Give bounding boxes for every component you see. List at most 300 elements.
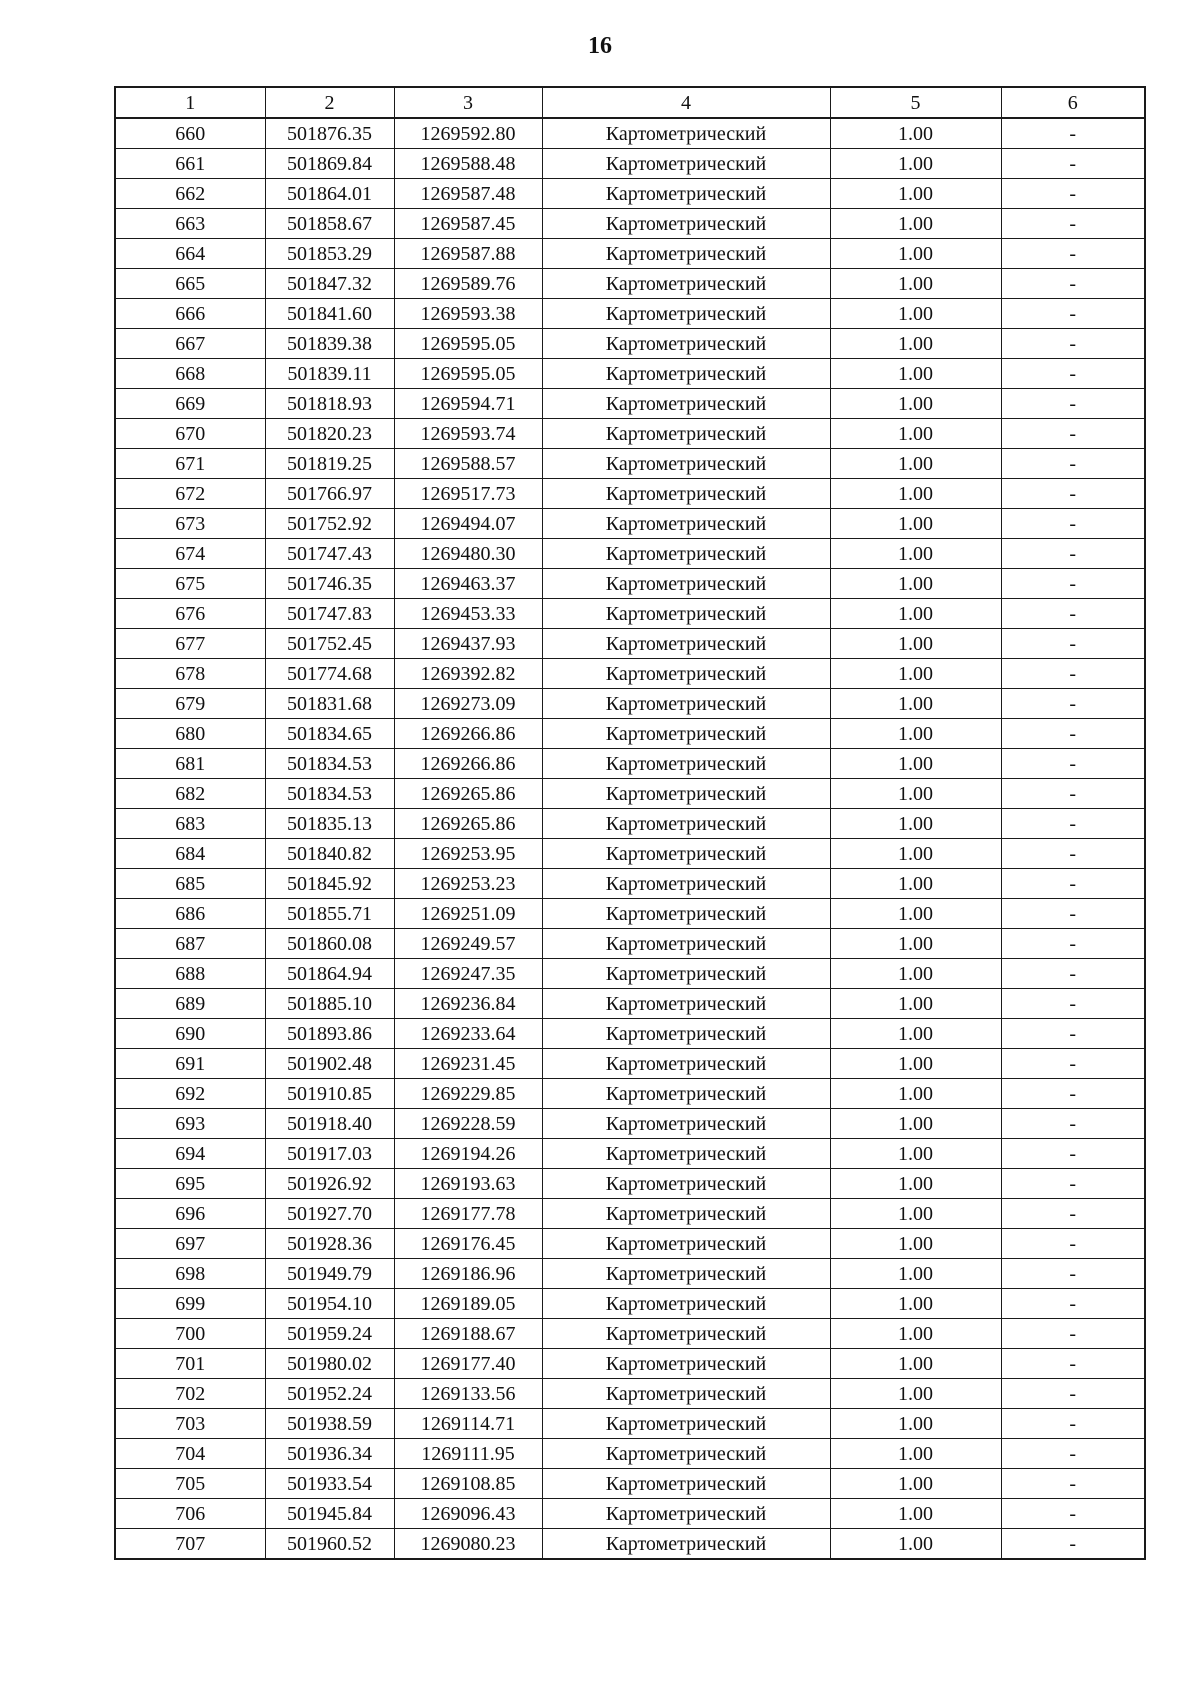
description-cell: - [1001,689,1145,719]
accuracy-cell: 1.00 [830,869,1001,899]
coordinates-table [114,86,1146,1560]
y-coordinate-cell: 1269266.86 [394,719,542,749]
table-row [115,419,1145,449]
y-coordinate-cell: 1269593.38 [394,299,542,329]
description-cell: - [1001,1139,1145,1169]
x-coordinate-cell: 501954.10 [265,1289,394,1319]
y-coordinate-cell: 1269595.05 [394,359,542,389]
method-cell: Картометрический [542,779,830,809]
y-coordinate-cell: 1269593.74 [394,419,542,449]
description-cell: - [1001,149,1145,179]
x-coordinate-cell: 501936.34 [265,1439,394,1469]
y-coordinate-cell: 1269595.05 [394,329,542,359]
table-row [115,809,1145,839]
description-cell: - [1001,419,1145,449]
method-cell: Картометрический [542,149,830,179]
y-coordinate-cell: 1269133.56 [394,1379,542,1409]
x-coordinate-cell: 501774.68 [265,659,394,689]
description-cell: - [1001,629,1145,659]
accuracy-cell: 1.00 [830,629,1001,659]
description-cell: - [1001,1169,1145,1199]
method-cell: Картометрический [542,1079,830,1109]
point-number-cell: 665 [115,269,265,299]
x-coordinate-cell: 501853.29 [265,239,394,269]
x-coordinate-cell: 501818.93 [265,389,394,419]
x-coordinate-cell: 501855.71 [265,899,394,929]
description-cell: - [1001,239,1145,269]
table-row [115,359,1145,389]
x-coordinate-cell: 501885.10 [265,989,394,1019]
table-row [115,779,1145,809]
method-cell: Картометрический [542,899,830,929]
description-cell: - [1001,749,1145,779]
accuracy-cell: 1.00 [830,1169,1001,1199]
method-cell: Картометрический [542,1349,830,1379]
table-row [115,899,1145,929]
point-number-cell: 671 [115,449,265,479]
point-number-cell: 660 [115,118,265,149]
accuracy-cell: 1.00 [830,779,1001,809]
y-coordinate-cell: 1269266.86 [394,749,542,779]
description-cell: - [1001,389,1145,419]
table-row [115,449,1145,479]
table-row [115,1349,1145,1379]
accuracy-cell: 1.00 [830,1379,1001,1409]
method-cell: Картометрический [542,1439,830,1469]
description-cell: - [1001,1079,1145,1109]
column-header: 6 [1001,87,1145,118]
y-coordinate-cell: 1269437.93 [394,629,542,659]
x-coordinate-cell: 501860.08 [265,929,394,959]
accuracy-cell: 1.00 [830,569,1001,599]
column-header: 1 [115,87,265,118]
description-cell: - [1001,1259,1145,1289]
y-coordinate-cell: 1269594.71 [394,389,542,419]
method-cell: Картометрический [542,359,830,389]
x-coordinate-cell: 501839.38 [265,329,394,359]
method-cell: Картометрический [542,1469,830,1499]
table-row [115,1319,1145,1349]
description-cell: - [1001,959,1145,989]
method-cell: Картометрический [542,1019,830,1049]
accuracy-cell: 1.00 [830,1019,1001,1049]
y-coordinate-cell: 1269080.23 [394,1529,542,1560]
point-number-cell: 664 [115,239,265,269]
y-coordinate-cell: 1269194.26 [394,1139,542,1169]
point-number-cell: 689 [115,989,265,1019]
accuracy-cell: 1.00 [830,389,1001,419]
table-row [115,1199,1145,1229]
table-row [115,1229,1145,1259]
y-coordinate-cell: 1269253.23 [394,869,542,899]
y-coordinate-cell: 1269587.45 [394,209,542,239]
x-coordinate-cell: 501869.84 [265,149,394,179]
table-row [115,629,1145,659]
point-number-cell: 690 [115,1019,265,1049]
description-cell: - [1001,1199,1145,1229]
description-cell: - [1001,1109,1145,1139]
point-number-cell: 673 [115,509,265,539]
point-number-cell: 688 [115,959,265,989]
table-row [115,869,1145,899]
y-coordinate-cell: 1269592.80 [394,118,542,149]
table-row [115,179,1145,209]
point-number-cell: 669 [115,389,265,419]
point-number-cell: 667 [115,329,265,359]
table-row [115,1529,1145,1560]
accuracy-cell: 1.00 [830,419,1001,449]
table-row [115,689,1145,719]
method-cell: Картометрический [542,1409,830,1439]
description-cell: - [1001,869,1145,899]
table-row [115,1289,1145,1319]
y-coordinate-cell: 1269177.40 [394,1349,542,1379]
y-coordinate-cell: 1269392.82 [394,659,542,689]
accuracy-cell: 1.00 [830,118,1001,149]
point-number-cell: 685 [115,869,265,899]
method-cell: Картометрический [542,389,830,419]
description-cell: - [1001,569,1145,599]
x-coordinate-cell: 501747.83 [265,599,394,629]
x-coordinate-cell: 501834.53 [265,749,394,779]
accuracy-cell: 1.00 [830,509,1001,539]
y-coordinate-cell: 1269253.95 [394,839,542,869]
point-number-cell: 679 [115,689,265,719]
point-number-cell: 680 [115,719,265,749]
point-number-cell: 661 [115,149,265,179]
y-coordinate-cell: 1269588.57 [394,449,542,479]
y-coordinate-cell: 1269247.35 [394,959,542,989]
y-coordinate-cell: 1269228.59 [394,1109,542,1139]
table-row [115,149,1145,179]
point-number-cell: 699 [115,1289,265,1319]
x-coordinate-cell: 501933.54 [265,1469,394,1499]
accuracy-cell: 1.00 [830,929,1001,959]
y-coordinate-cell: 1269587.48 [394,179,542,209]
accuracy-cell: 1.00 [830,539,1001,569]
y-coordinate-cell: 1269251.09 [394,899,542,929]
accuracy-cell: 1.00 [830,839,1001,869]
description-cell: - [1001,1349,1145,1379]
description-cell: - [1001,209,1145,239]
accuracy-cell: 1.00 [830,809,1001,839]
x-coordinate-cell: 501959.24 [265,1319,394,1349]
accuracy-cell: 1.00 [830,179,1001,209]
accuracy-cell: 1.00 [830,1289,1001,1319]
y-coordinate-cell: 1269587.88 [394,239,542,269]
point-number-cell: 706 [115,1499,265,1529]
x-coordinate-cell: 501893.86 [265,1019,394,1049]
y-coordinate-cell: 1269273.09 [394,689,542,719]
description-cell: - [1001,269,1145,299]
method-cell: Картометрический [542,118,830,149]
accuracy-cell: 1.00 [830,1409,1001,1439]
x-coordinate-cell: 501834.53 [265,779,394,809]
y-coordinate-cell: 1269108.85 [394,1469,542,1499]
table-row [115,1469,1145,1499]
x-coordinate-cell: 501746.35 [265,569,394,599]
y-coordinate-cell: 1269111.95 [394,1439,542,1469]
description-cell: - [1001,1469,1145,1499]
accuracy-cell: 1.00 [830,1529,1001,1560]
description-cell: - [1001,118,1145,149]
table-row [115,989,1145,1019]
point-number-cell: 693 [115,1109,265,1139]
point-number-cell: 662 [115,179,265,209]
y-coordinate-cell: 1269229.85 [394,1079,542,1109]
y-coordinate-cell: 1269233.64 [394,1019,542,1049]
point-number-cell: 691 [115,1049,265,1079]
description-cell: - [1001,839,1145,869]
x-coordinate-cell: 501752.45 [265,629,394,659]
table-row [115,599,1145,629]
table-row [115,389,1145,419]
accuracy-cell: 1.00 [830,989,1001,1019]
description-cell: - [1001,299,1145,329]
x-coordinate-cell: 501834.65 [265,719,394,749]
x-coordinate-cell: 501831.68 [265,689,394,719]
method-cell: Картометрический [542,959,830,989]
x-coordinate-cell: 501926.92 [265,1169,394,1199]
point-number-cell: 682 [115,779,265,809]
x-coordinate-cell: 501949.79 [265,1259,394,1289]
description-cell: - [1001,329,1145,359]
accuracy-cell: 1.00 [830,1319,1001,1349]
accuracy-cell: 1.00 [830,329,1001,359]
column-header: 2 [265,87,394,118]
description-cell: - [1001,1319,1145,1349]
accuracy-cell: 1.00 [830,1229,1001,1259]
accuracy-cell: 1.00 [830,449,1001,479]
y-coordinate-cell: 1269588.48 [394,149,542,179]
accuracy-cell: 1.00 [830,149,1001,179]
accuracy-cell: 1.00 [830,749,1001,779]
y-coordinate-cell: 1269480.30 [394,539,542,569]
accuracy-cell: 1.00 [830,1349,1001,1379]
method-cell: Картометрический [542,449,830,479]
accuracy-cell: 1.00 [830,899,1001,929]
table-row [115,239,1145,269]
table-header-row [115,87,1145,118]
method-cell: Картометрический [542,719,830,749]
y-coordinate-cell: 1269176.45 [394,1229,542,1259]
point-number-cell: 696 [115,1199,265,1229]
point-number-cell: 703 [115,1409,265,1439]
accuracy-cell: 1.00 [830,1439,1001,1469]
x-coordinate-cell: 501910.85 [265,1079,394,1109]
method-cell: Картометрический [542,269,830,299]
x-coordinate-cell: 501917.03 [265,1139,394,1169]
description-cell: - [1001,1049,1145,1079]
y-coordinate-cell: 1269177.78 [394,1199,542,1229]
accuracy-cell: 1.00 [830,599,1001,629]
x-coordinate-cell: 501876.35 [265,118,394,149]
description-cell: - [1001,1529,1145,1560]
point-number-cell: 663 [115,209,265,239]
point-number-cell: 670 [115,419,265,449]
method-cell: Картометрический [542,659,830,689]
y-coordinate-cell: 1269193.63 [394,1169,542,1199]
y-coordinate-cell: 1269249.57 [394,929,542,959]
method-cell: Картометрический [542,869,830,899]
description-cell: - [1001,1499,1145,1529]
accuracy-cell: 1.00 [830,299,1001,329]
y-coordinate-cell: 1269114.71 [394,1409,542,1439]
x-coordinate-cell: 501928.36 [265,1229,394,1259]
x-coordinate-cell: 501858.67 [265,209,394,239]
column-header: 3 [394,87,542,118]
y-coordinate-cell: 1269231.45 [394,1049,542,1079]
point-number-cell: 672 [115,479,265,509]
point-number-cell: 692 [115,1079,265,1109]
y-coordinate-cell: 1269463.37 [394,569,542,599]
point-number-cell: 678 [115,659,265,689]
method-cell: Картометрический [542,629,830,659]
description-cell: - [1001,539,1145,569]
column-header: 4 [542,87,830,118]
accuracy-cell: 1.00 [830,1049,1001,1079]
table-row [115,1079,1145,1109]
x-coordinate-cell: 501938.59 [265,1409,394,1439]
method-cell: Картометрический [542,1139,830,1169]
method-cell: Картометрический [542,1319,830,1349]
point-number-cell: 704 [115,1439,265,1469]
description-cell: - [1001,989,1145,1019]
accuracy-cell: 1.00 [830,359,1001,389]
accuracy-cell: 1.00 [830,1469,1001,1499]
x-coordinate-cell: 501864.01 [265,179,394,209]
y-coordinate-cell: 1269236.84 [394,989,542,1019]
method-cell: Картометрический [542,299,830,329]
table-row [115,1109,1145,1139]
table-row [115,659,1145,689]
point-number-cell: 684 [115,839,265,869]
accuracy-cell: 1.00 [830,1259,1001,1289]
method-cell: Картометрический [542,1109,830,1139]
point-number-cell: 675 [115,569,265,599]
accuracy-cell: 1.00 [830,959,1001,989]
accuracy-cell: 1.00 [830,659,1001,689]
table-row [115,839,1145,869]
description-cell: - [1001,449,1145,479]
method-cell: Картометрический [542,1049,830,1079]
point-number-cell: 707 [115,1529,265,1560]
point-number-cell: 694 [115,1139,265,1169]
table-row [115,269,1145,299]
description-cell: - [1001,599,1145,629]
table-row [115,1439,1145,1469]
method-cell: Картометрический [542,749,830,779]
method-cell: Картометрический [542,179,830,209]
point-number-cell: 681 [115,749,265,779]
point-number-cell: 698 [115,1259,265,1289]
table-row [115,118,1145,149]
table-row [115,1379,1145,1409]
x-coordinate-cell: 501980.02 [265,1349,394,1379]
table-row [115,1259,1145,1289]
table-row [115,209,1145,239]
accuracy-cell: 1.00 [830,1109,1001,1139]
point-number-cell: 686 [115,899,265,929]
accuracy-cell: 1.00 [830,689,1001,719]
method-cell: Картометрический [542,1229,830,1259]
x-coordinate-cell: 501835.13 [265,809,394,839]
point-number-cell: 677 [115,629,265,659]
x-coordinate-cell: 501747.43 [265,539,394,569]
point-number-cell: 674 [115,539,265,569]
description-cell: - [1001,1229,1145,1259]
x-coordinate-cell: 501819.25 [265,449,394,479]
point-number-cell: 676 [115,599,265,629]
y-coordinate-cell: 1269517.73 [394,479,542,509]
method-cell: Картометрический [542,839,830,869]
table-body [115,118,1145,1559]
method-cell: Картометрический [542,1259,830,1289]
table-row [115,719,1145,749]
x-coordinate-cell: 501820.23 [265,419,394,449]
accuracy-cell: 1.00 [830,1499,1001,1529]
table-row [115,1409,1145,1439]
x-coordinate-cell: 501952.24 [265,1379,394,1409]
point-number-cell: 697 [115,1229,265,1259]
description-cell: - [1001,509,1145,539]
y-coordinate-cell: 1269494.07 [394,509,542,539]
point-number-cell: 687 [115,929,265,959]
accuracy-cell: 1.00 [830,239,1001,269]
method-cell: Картометрический [542,929,830,959]
method-cell: Картометрический [542,809,830,839]
y-coordinate-cell: 1269186.96 [394,1259,542,1289]
y-coordinate-cell: 1269453.33 [394,599,542,629]
description-cell: - [1001,1289,1145,1319]
table-row [115,1049,1145,1079]
description-cell: - [1001,779,1145,809]
x-coordinate-cell: 501839.11 [265,359,394,389]
x-coordinate-cell: 501864.94 [265,959,394,989]
description-cell: - [1001,479,1145,509]
point-number-cell: 701 [115,1349,265,1379]
x-coordinate-cell: 501847.32 [265,269,394,299]
point-number-cell: 666 [115,299,265,329]
point-number-cell: 700 [115,1319,265,1349]
method-cell: Картометрический [542,1379,830,1409]
y-coordinate-cell: 1269265.86 [394,779,542,809]
method-cell: Картометрический [542,1499,830,1529]
description-cell: - [1001,1379,1145,1409]
table-row [115,509,1145,539]
x-coordinate-cell: 501927.70 [265,1199,394,1229]
x-coordinate-cell: 501960.52 [265,1529,394,1560]
point-number-cell: 702 [115,1379,265,1409]
point-number-cell: 683 [115,809,265,839]
table-row [115,929,1145,959]
table-row [115,1139,1145,1169]
x-coordinate-cell: 501841.60 [265,299,394,329]
table-row [115,959,1145,989]
method-cell: Картометрический [542,989,830,1019]
description-cell: - [1001,1439,1145,1469]
description-cell: - [1001,359,1145,389]
table-row [115,299,1145,329]
method-cell: Картометрический [542,419,830,449]
point-number-cell: 695 [115,1169,265,1199]
y-coordinate-cell: 1269589.76 [394,269,542,299]
page-number: 16 [588,33,612,59]
x-coordinate-cell: 501752.92 [265,509,394,539]
column-header: 5 [830,87,1001,118]
method-cell: Картометрический [542,329,830,359]
x-coordinate-cell: 501918.40 [265,1109,394,1139]
